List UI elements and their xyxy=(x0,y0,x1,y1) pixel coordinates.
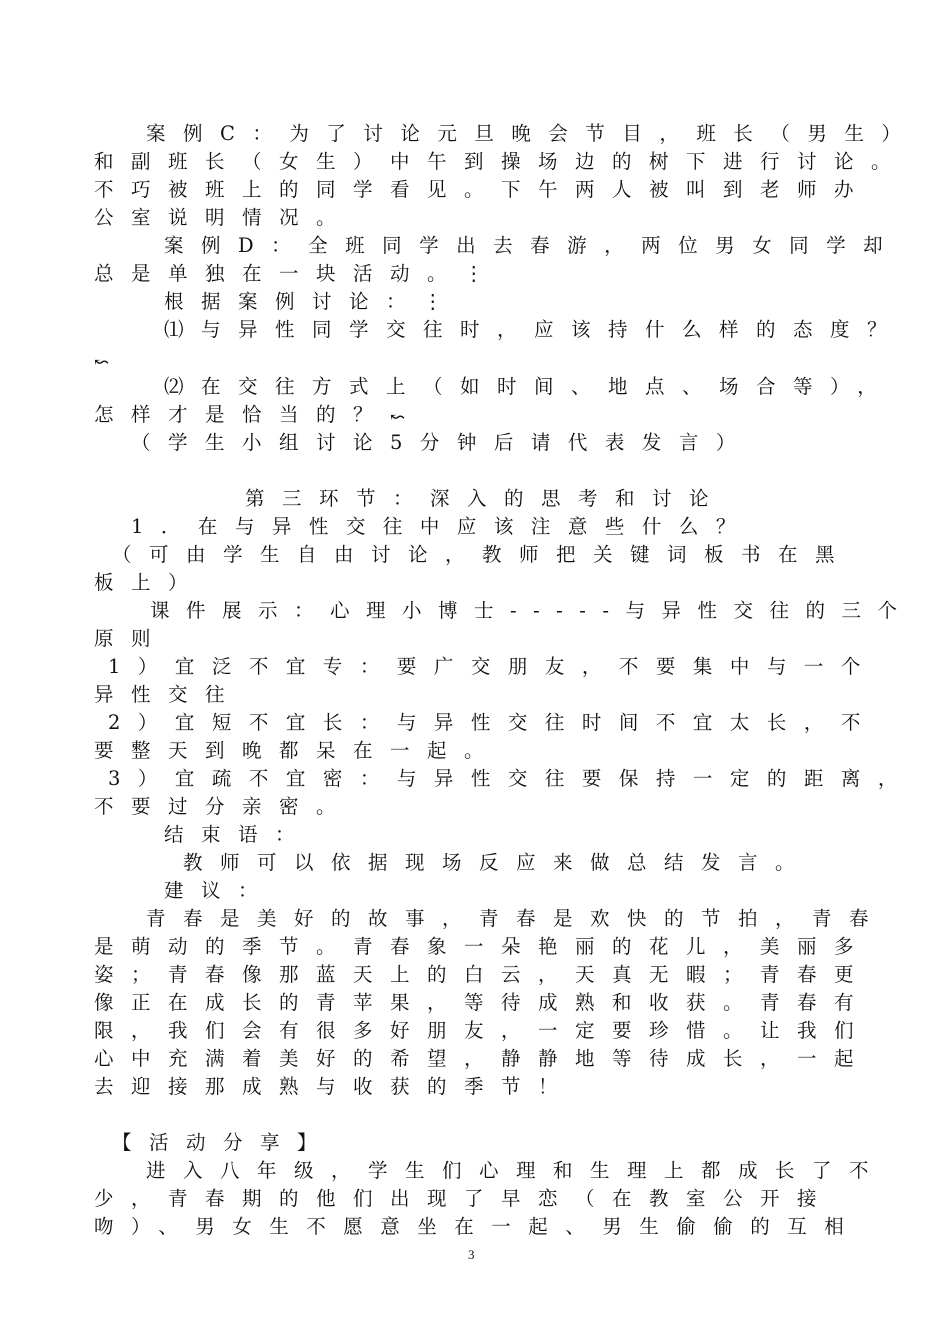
case-d-line-1: 案例D：全班同学出去春游，两位男女同学却 xyxy=(164,234,901,257)
question-2-line-2: 怎样才是恰当的？↜ xyxy=(94,401,405,432)
question-1: ⑴与异性同学交往时，应该持什么样的态度？ xyxy=(164,318,905,341)
youth-line-4: 像正在成长的青苹果，等待成熟和收获。青春有 xyxy=(94,991,872,1014)
activity-line-2: 少，青春期的他们出现了早恋（在教室公开接 xyxy=(94,1187,835,1210)
principle-1-line-2: 异性交往 xyxy=(94,683,243,706)
section-3-item-1: 1．在与异性交往中应该注意些什么？ xyxy=(131,515,753,538)
section-3-title: 第三环节：深入的思考和讨论 xyxy=(245,487,727,510)
case-c-line-1: 案例C：为了讨论元旦晚会节目，班长（男生） xyxy=(146,122,919,145)
courseware-line-2: 原则 xyxy=(94,627,169,650)
closing-text: 教师可以依据现场反应来做总结发言。 xyxy=(183,851,813,874)
closing-label: 结束语： xyxy=(164,823,313,846)
youth-line-2: 是萌动的季节。青春象一朵艳丽的花儿，美丽多 xyxy=(94,935,872,958)
suggestion-label: 建议： xyxy=(164,879,276,902)
paragraph-mark-icon: ↜ xyxy=(390,407,406,428)
page-number: 3 xyxy=(468,1247,475,1262)
principle-2-line-2: 要整天到晚都呆在一起。 xyxy=(94,739,502,762)
principle-3-line-2: 不要过分亲密。 xyxy=(94,795,354,818)
activity-line-1: 进入八年级，学生们心理和生理上都成长了不 xyxy=(146,1159,887,1182)
courseware-line-1: 课件展示：心理小博士-----与异性交往的三个 xyxy=(150,599,914,622)
activity-title: 【活动分享】 xyxy=(112,1131,335,1154)
youth-line-7: 去迎接那成熟与收获的季节！ xyxy=(94,1075,576,1098)
youth-line-5: 限，我们会有很多好朋友，一定要珍惜。让我们 xyxy=(94,1019,872,1042)
principle-3-line-1: 3）宜疏不宜密：与异性交往要保持一定的距离， xyxy=(108,767,915,790)
activity-line-3: 吻）、男女生不愿意坐在一起、男生偷偷的互相 xyxy=(94,1215,862,1238)
section-3-note-line-2: 板上） xyxy=(94,571,206,594)
paragraph-mark-icon: ↜ xyxy=(94,352,110,373)
case-c-line-2: 和副班长（女生）中午到操场边的树下进行讨论。 xyxy=(94,150,909,173)
youth-line-3: 姿；青春像那蓝天上的白云，天真无暇；青春更 xyxy=(94,963,872,986)
section-3-note-line-1: （可由学生自由讨论，教师把关键词板书在黑 xyxy=(112,543,853,566)
discussion-intro: 根据案例讨论：⋮ xyxy=(164,290,461,313)
case-c-line-4: 公室说明情况。 xyxy=(94,206,354,229)
case-c-line-3: 不巧被班上的同学看见。下午两人被叫到老师办 xyxy=(94,178,872,201)
youth-line-1: 青春是美好的故事，青春是欢快的节拍，青春 xyxy=(146,907,887,930)
youth-line-6: 心中充满着美好的希望，静静地等待成长，一起 xyxy=(94,1047,872,1070)
principle-2-line-1: 2）宜短不宜长：与异性交往时间不宜太长，不 xyxy=(108,711,878,734)
case-d-line-2: 总是单独在一块活动。⋮ xyxy=(94,262,502,285)
group-discussion-note: （学生小组讨论5分钟后请代表发言） xyxy=(131,431,753,454)
question-2-line-1: ⑵在交往方式上（如时间、地点、场合等）， xyxy=(164,375,895,398)
principle-1-line-1: 1）宜泛不宜专：要广交朋友，不要集中与一个 xyxy=(108,655,878,678)
